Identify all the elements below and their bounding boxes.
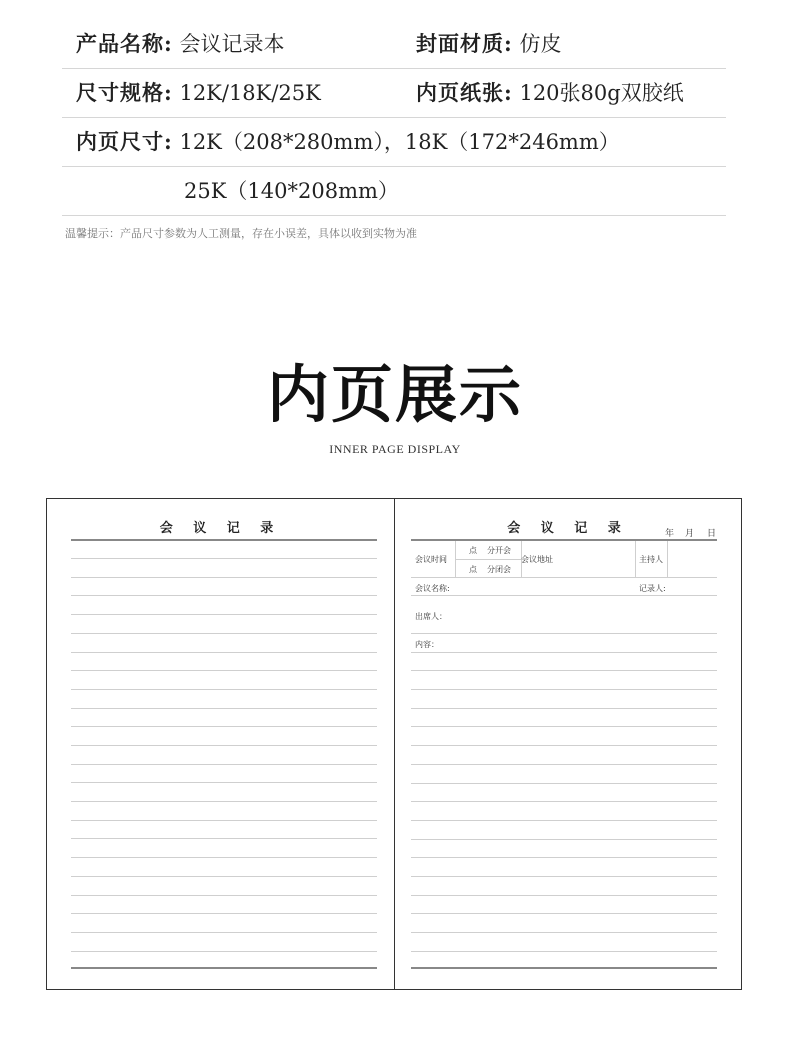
- notebook-spread: [46, 498, 742, 990]
- ruled-line: [411, 670, 717, 671]
- spec-label: 内页纸张:: [416, 80, 513, 105]
- title-rule: [411, 539, 717, 541]
- spec-label: 尺寸规格:: [76, 80, 173, 105]
- form-divider: [667, 541, 668, 577]
- spec-field-size: [76, 69, 321, 117]
- meeting-name-label: 会议名称:: [415, 584, 450, 593]
- ruled-line: [411, 913, 717, 914]
- ruled-line: [411, 745, 717, 746]
- ruled-line: [411, 652, 717, 653]
- ruled-line: [71, 838, 377, 839]
- ruled-line: [71, 726, 377, 727]
- start-label: 分开会: [487, 546, 511, 555]
- ruled-line: [71, 558, 377, 559]
- left-page: [47, 499, 395, 989]
- ruled-line: [71, 782, 377, 783]
- ruled-line: [411, 951, 717, 952]
- ruled-line: [71, 932, 377, 933]
- recorder-label: 记录人:: [639, 584, 666, 593]
- host-label: 主持人: [639, 555, 663, 564]
- ruled-line: [71, 876, 377, 877]
- spec-value: 会议记录本: [179, 32, 285, 56]
- ruled-line: [71, 652, 377, 653]
- spec-value: 12K（208*280mm），18K（172*246mm）: [179, 130, 620, 154]
- ruled-line: [411, 764, 717, 765]
- ruled-line: [411, 932, 717, 933]
- ruled-line: [411, 689, 717, 690]
- form-rule: [411, 595, 717, 596]
- ruled-line: [71, 820, 377, 821]
- location-label: 会议地址: [521, 555, 553, 564]
- end-label: 分闭会: [487, 565, 511, 574]
- date-year-label: 年: [665, 529, 675, 539]
- page-title: 会 议 记 录: [507, 521, 629, 536]
- content-label: 内容：: [415, 640, 439, 649]
- form-divider: [455, 541, 456, 577]
- spec-value: 仿皮: [519, 32, 562, 56]
- ruled-line: [71, 895, 377, 896]
- ruled-line: [411, 633, 717, 634]
- spec-label: 封面材质:: [416, 31, 513, 56]
- ruled-line: [71, 951, 377, 952]
- ruled-line: [71, 670, 377, 671]
- ruled-line: [71, 913, 377, 914]
- spec-label: 内页尺寸:: [76, 129, 173, 154]
- hour-label: 点: [469, 546, 477, 555]
- ruled-line: [71, 708, 377, 709]
- page-title: 会 议 记 录: [159, 521, 282, 536]
- ruled-line: [71, 764, 377, 765]
- bottom-rule: [71, 967, 377, 969]
- ruled-line: [411, 708, 717, 709]
- spec-row-page-size-cont: [62, 167, 726, 216]
- hour-label: 点: [469, 565, 477, 574]
- ruled-line: [71, 633, 377, 634]
- ruled-line: [411, 726, 717, 727]
- ruled-line: [411, 820, 717, 821]
- date-day-label: 日: [707, 529, 717, 539]
- ruled-line: [71, 857, 377, 858]
- ruled-line: [71, 745, 377, 746]
- date-month-label: 月: [685, 529, 695, 539]
- right-page: [395, 499, 741, 989]
- ruled-line: [411, 801, 717, 802]
- ruled-line: [71, 614, 377, 615]
- form-rule: [411, 577, 717, 578]
- spec-row-size: [62, 69, 726, 118]
- form-rule: [455, 559, 521, 560]
- spec-field-product-name: [76, 20, 284, 68]
- spec-value: 120张80g双胶纸: [519, 81, 684, 105]
- bottom-rule: [411, 967, 717, 969]
- ruled-line: [411, 876, 717, 877]
- ruled-line: [411, 839, 717, 840]
- ruled-line: [71, 595, 377, 596]
- spec-table: [62, 20, 726, 216]
- spec-field-paper: [416, 69, 684, 117]
- title-rule: [71, 539, 377, 541]
- spec-row-page-size: [62, 118, 726, 167]
- attendees-label: 出席人：: [415, 612, 447, 621]
- spec-field-cover-material: [416, 20, 561, 68]
- disclaimer-note: 温馨提示：产品尺寸参数为人工测量，存在小误差，具体以收到实物为准: [65, 227, 417, 240]
- ruled-line: [411, 857, 717, 858]
- ruled-line: [411, 783, 717, 784]
- spec-value: 12K/18K/25K: [179, 81, 321, 105]
- spec-value: 25K（140*208mm）: [184, 179, 399, 203]
- ruled-line: [71, 801, 377, 802]
- section-title: 内页展示: [266, 358, 523, 431]
- ruled-line: [71, 689, 377, 690]
- ruled-line: [71, 577, 377, 578]
- spec-label: 产品名称:: [76, 31, 173, 56]
- ruled-line: [411, 895, 717, 896]
- spec-field-page-size: [76, 118, 620, 166]
- spec-row-name: [62, 20, 726, 69]
- meeting-time-label: 会议时间: [415, 555, 447, 564]
- section-subtitle: INNER PAGE DISPLAY: [329, 442, 461, 456]
- form-divider: [635, 541, 636, 577]
